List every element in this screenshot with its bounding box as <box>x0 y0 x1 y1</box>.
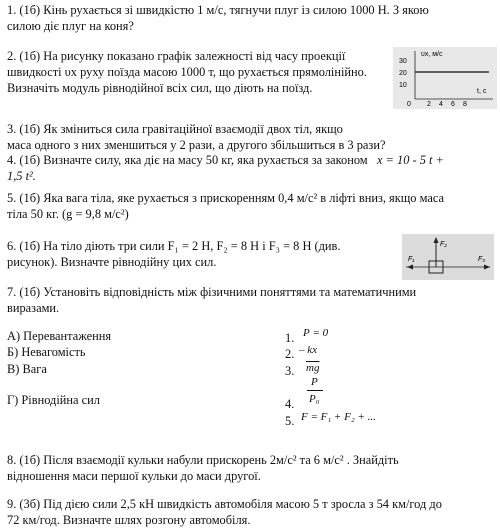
question-4-text <box>7 152 444 168</box>
question-5 <box>7 190 444 222</box>
graph-x-tick-6: 6 <box>451 101 455 108</box>
graph-y-tick-30: 30 <box>399 58 407 65</box>
concept-d: Г) Рівнодійна сил <box>7 393 100 407</box>
question-9-line-2: 72 км/год. Визначте шлях розгону автомобіля. <box>7 513 251 527</box>
question-1-line-1: 1. (1б) Кінь рухається зі швидкістю 1 м/с, тягнучи плуг із силою 1000 Н. З якою <box>7 3 429 17</box>
expression-5-number: 5. <box>285 414 295 428</box>
graph-x-label: t, с <box>477 88 487 95</box>
force-f2-label: F₂ <box>440 241 447 248</box>
graph-y-tick-10: 10 <box>399 82 407 89</box>
question-5-line-2: тіла 50 кг. (g = 9,8 м/с²) <box>7 207 129 221</box>
question-4 <box>7 152 444 184</box>
forces-diagram <box>402 234 494 280</box>
graph-origin-label: 0 <box>407 101 411 108</box>
question-8-line-2: відношення маси першої кульки до маси другої. <box>7 469 261 483</box>
formula-1: Р = 0 <box>303 327 329 339</box>
question-9 <box>7 496 442 528</box>
question-4-formula: x = 10 - 5 t + <box>376 153 444 167</box>
concept-a: А) Перевантаження <box>7 329 112 343</box>
force-f1-label: F₁ <box>408 256 415 263</box>
question-7-line-2: виразами. <box>7 301 60 315</box>
question-7-line-1: 7. (1б) Установіть відповідність між фізичними поняттями та математичними <box>7 285 417 299</box>
formula-5: F = F₁ + F₂ + ... <box>301 411 376 423</box>
expression-4-number: 4. <box>285 397 295 411</box>
formula-4-fraction-bar <box>307 390 323 391</box>
question-1-line-2: силою діє плуг на коня? <box>7 19 134 33</box>
question-9-line-1: 9. (3б) Під дією сили 2,5 кН швидкість автомобіля масою 5 т зросла з 54 км/год до <box>7 497 442 511</box>
expression-1-number: 1. <box>285 331 295 345</box>
velocity-time-graph <box>393 47 497 109</box>
question-3 <box>7 121 385 153</box>
graph-x-tick-4: 4 <box>439 101 443 108</box>
question-6 <box>7 238 341 270</box>
concept-b: Б) Невагомість <box>7 345 86 359</box>
graph-x-tick-2: 2 <box>427 101 431 108</box>
graph-x-tick-8: 8 <box>463 101 467 108</box>
graph-y-label: υx, м/с <box>421 51 443 58</box>
graph-background <box>393 47 497 109</box>
formula-2: – kx <box>299 344 318 356</box>
question-3-line-1: 3. (1б) Як зміниться сила гравітаційної взаємодії двох тіл, якщо <box>7 122 343 136</box>
question-7 <box>7 284 416 316</box>
question-4-formula-end: 1,5 t². <box>7 169 36 183</box>
question-2-line-1: 2. (1б) На рисунку показано графік залежності від часу проекції <box>7 49 346 63</box>
expression-3-number: 3. <box>285 364 295 378</box>
formula-4-denominator: P₀ <box>309 393 320 405</box>
question-5-line-1: 5. (1б) Яка вага тіла, яке рухається з прискоренням 0,4 м/с² в ліфті вниз, якщо маса <box>7 191 445 205</box>
question-6-line-1: 6. (1б) На тіло діють три сили F₁ = 2 Н, F₂ = 8 Н і F₃ = 8 Н (див. <box>7 239 341 253</box>
question-1 <box>7 2 429 34</box>
question-4-line: 4. (1б) Визначте силу, яка діє на масу 50 кг, яка рухається за законом <box>7 153 368 167</box>
question-8-line-1: 8. (1б) Після взаємодії кульки набули прискорень 2м/с² та 6 м/с² . Знайдіть <box>7 453 399 467</box>
expression-2-number: 2. <box>285 347 295 361</box>
formula-3: $\overline{mg}$ <box>306 362 320 374</box>
question-3-line-2: маса одного з них зменшиться у 2 рази, а другого збільшиться в 3 рази? <box>7 138 386 152</box>
question-2-line-3: Визначіть модуль рівнодійної всіх сил, що діють на поїзд. <box>7 81 313 95</box>
question-2 <box>7 48 367 96</box>
question-2-line-2: швидкості υх руху поїзда масою 1000 т, що рухається прямолінійно. <box>7 65 367 79</box>
force-f3-label: F₃ <box>478 256 486 263</box>
question-6-line-2: рисунок). Визначте рівнодійну цих сил. <box>7 255 217 269</box>
formula-4-numerator: P <box>311 376 318 388</box>
question-8 <box>7 452 399 484</box>
concept-c: В) Вага <box>7 362 47 376</box>
graph-y-tick-20: 20 <box>399 70 407 77</box>
